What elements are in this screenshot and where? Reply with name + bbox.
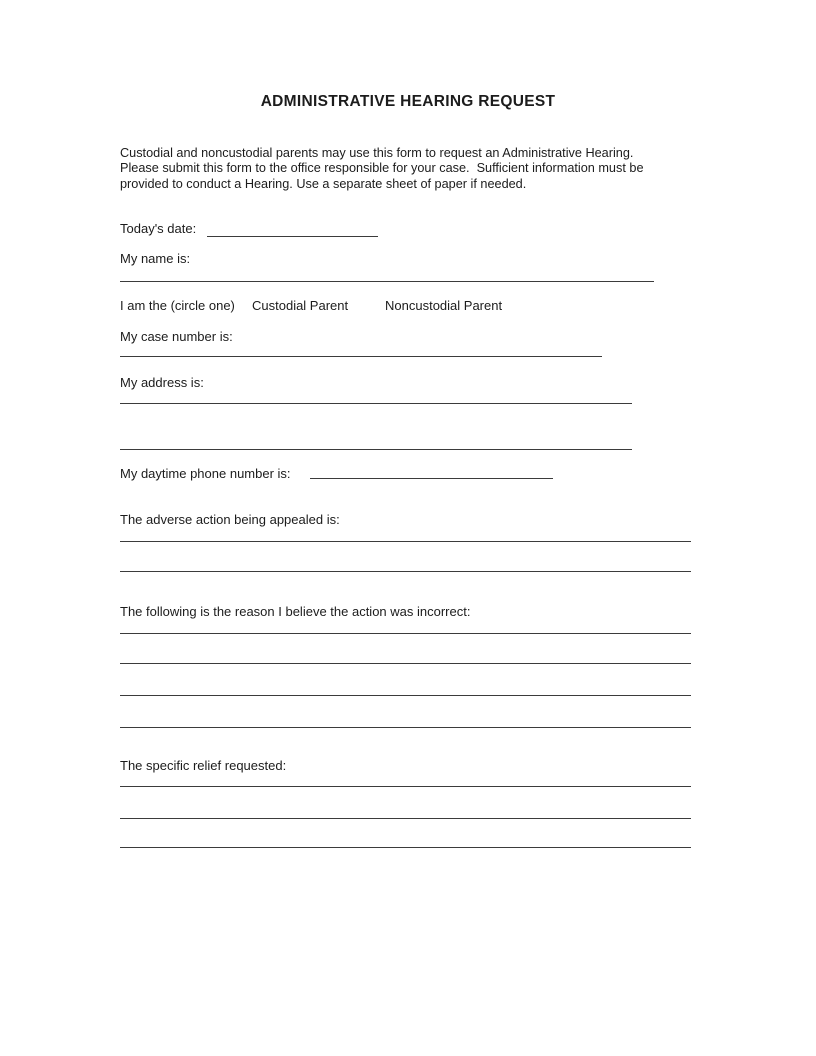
phone-blank-line [310,478,553,479]
address-label: My address is: [120,375,204,390]
phone-label: My daytime phone number is: [120,466,291,481]
reason-blank-line-1 [120,633,691,634]
reason-blank-line-4 [120,727,691,728]
role-option-noncustodial-parent: Noncustodial Parent [385,298,503,313]
reason-label: The following is the reason I believe the action was incorrect: [120,604,471,619]
intro-line-1: Custodial and noncustodial parents may use this form to request an Administrative Hearing. [120,146,634,160]
address-blank-line-2 [120,449,632,450]
reason-blank-line-2 [120,663,691,664]
page-title: ADMINISTRATIVE HEARING REQUEST [260,93,556,110]
relief-label: The specific relief requested: [120,758,287,773]
role-option-custodial-parent: Custodial Parent [252,298,349,313]
intro-line-2: Please submit this form to the office responsible for your case. Sufficient information must be [120,161,644,176]
case-number-label: My case number is: [120,329,233,344]
intro-line-3: provided to conduct a Hearing. Use a separate sheet of paper if needed. [120,176,527,191]
adverse-action-label: The adverse action being appealed is: [120,512,340,527]
reason-blank-line-3 [120,695,691,696]
relief-blank-line-1 [120,786,691,787]
case-number-blank-line [120,356,602,357]
name-blank-line [120,281,654,282]
adverse-action-blank-line-2 [120,571,691,572]
relief-blank-line-3 [120,847,691,848]
relief-blank-line-2 [120,818,691,819]
todays-date-label: Today's date: [120,221,197,236]
role-label: I am the (circle one) [120,298,235,313]
address-blank-line-1 [120,403,632,404]
intro-text [120,146,644,192]
adverse-action-blank-line-1 [120,541,691,542]
name-label: My name is: [120,251,191,266]
todays-date-blank-line [207,236,378,237]
